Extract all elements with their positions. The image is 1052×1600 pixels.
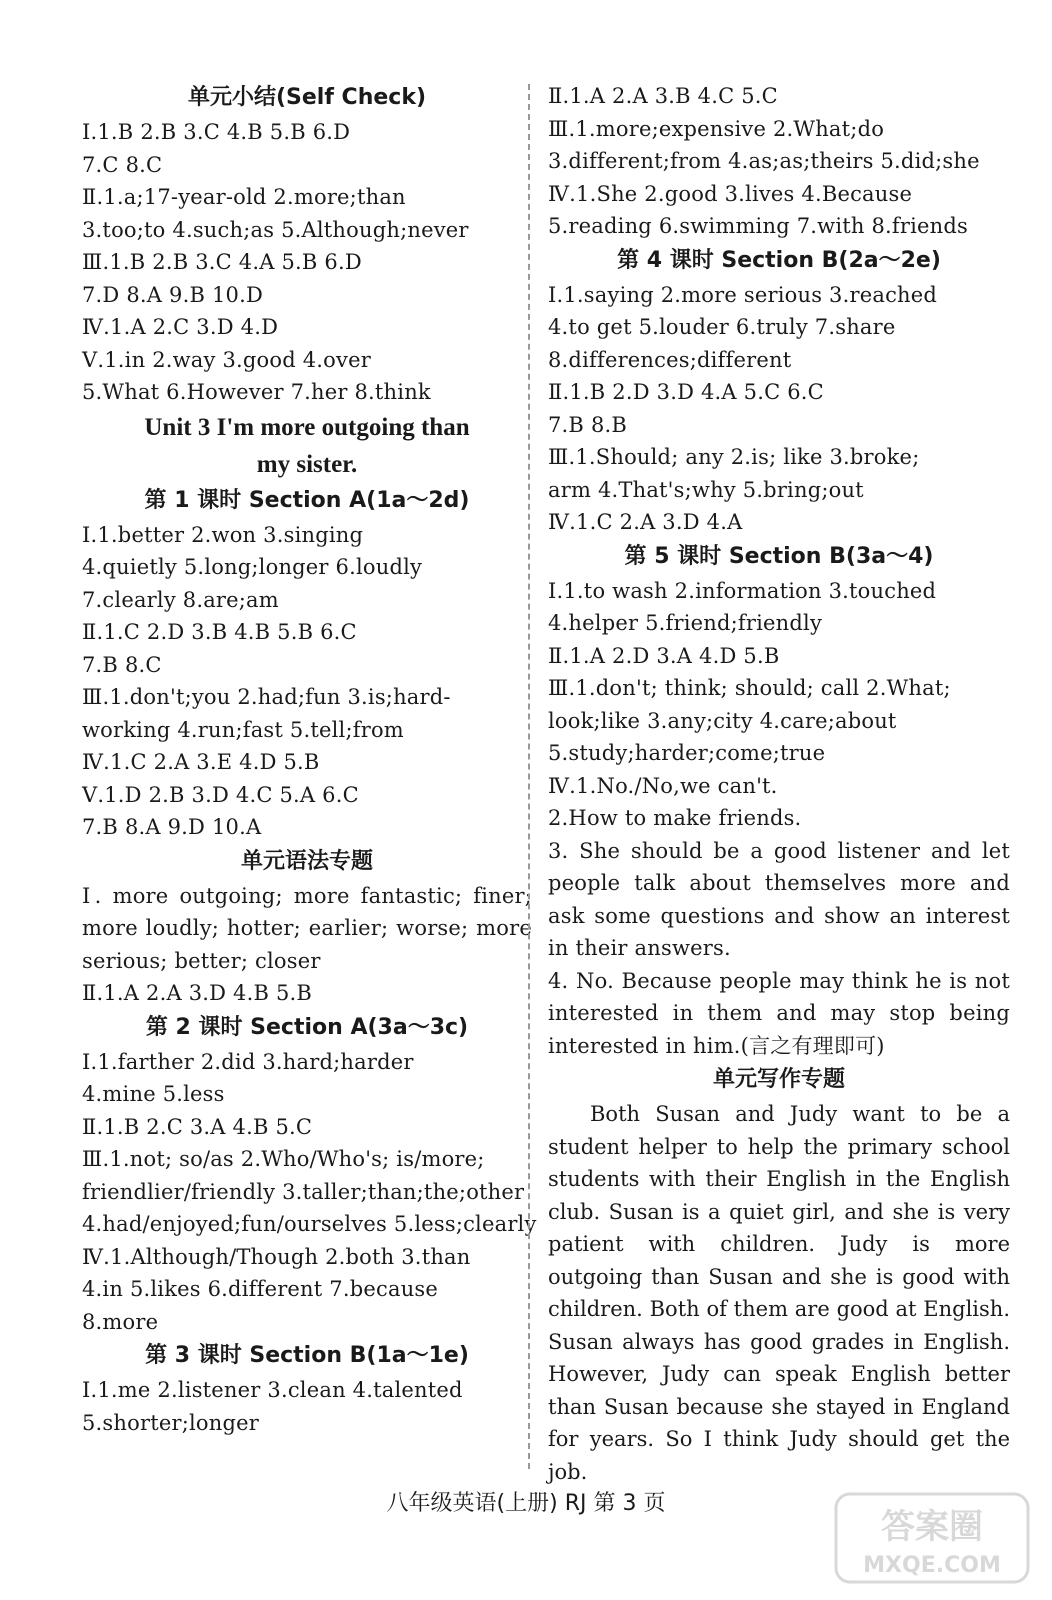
answer-line: Ⅱ.1.A 2.A 3.B 4.C 5.C <box>548 84 778 108</box>
grammar-heading: 单元语法专题 <box>240 848 373 874</box>
answer-line: 5.study;harder;come;true <box>548 741 826 765</box>
answer-line: 5.What 6.However 7.her 8.think <box>82 380 431 404</box>
lesson3-answers <box>82 1374 532 1439</box>
answer-line: 5.reading 6.swimming 7.with 8.friends <box>548 214 969 238</box>
answer-line: Ⅱ.1.B 2.D 3.D 4.A 5.C 6.C <box>548 380 824 404</box>
answer-line: Ⅲ.1.not; so/as 2.Who/Who's; is/more; <box>82 1147 485 1171</box>
answer-line: 7.B 8.C <box>82 652 162 677</box>
answer-line: Ⅰ.1.to wash 2.information 3.touched <box>548 578 937 603</box>
answer-line: Ⅴ.1.D 2.B 3.D 4.C 5.A 6.C <box>82 782 359 807</box>
answer-line: Ⅲ.1.Should; any 2.is; like 3.broke; <box>548 445 920 469</box>
answer-line: 8.more <box>82 1309 159 1334</box>
column-divider <box>528 84 530 1469</box>
lesson2-answers <box>82 1046 537 1339</box>
page-footer: 八年级英语(上册) RJ 第 3 页 <box>386 1491 666 1516</box>
lesson3-continued-answers <box>548 80 1010 243</box>
answer-paragraph: 4. No. Because people may think he is not interested in them and may stop being interested in him.(言之有理即可) <box>548 968 1010 1058</box>
answer-line: look;like 3.any;city 4.care;about <box>548 708 897 733</box>
answer-line: 7.C 8.C <box>82 152 163 177</box>
answer-line: Ⅱ.1.C 2.D 3.B 4.B 5.B 6.C <box>82 620 357 644</box>
answer-line: Ⅳ.1.She 2.good 3.lives 4.Because <box>548 181 913 206</box>
answer-paragraph: 3. She should be a good listener and let people talk about themselves more and ask some questions and show an interest in their answers. <box>548 838 1010 960</box>
answer-line: Ⅳ.1.C 2.A 3.E 4.D 5.B <box>82 750 320 774</box>
answer-line: Ⅳ.1.No./No,we can't. <box>548 773 778 798</box>
answer-line: 7.D 8.A 9.B 10.D <box>82 282 264 307</box>
writing-heading: 单元写作专题 <box>712 1067 845 1092</box>
answer-line: 4.in 5.likes 6.different 7.because <box>82 1277 439 1301</box>
answer-line: 5.shorter;longer <box>82 1410 259 1435</box>
lesson4-answers <box>548 279 1010 539</box>
unit-title-line2: my sister. <box>256 450 358 478</box>
lesson4-heading: 第 4 课时 Section B(2a～2e) <box>617 247 941 273</box>
answer-line: Ⅰ.1.B 2.B 3.C 4.B 5.B 6.D <box>82 120 351 144</box>
answer-line: friendlier/friendly 3.taller;than;the;other <box>82 1179 525 1204</box>
answer-line: arm 4.That's;why 5.bring;out <box>548 477 864 502</box>
unit-title-line1: Unit 3 I'm more outgoing than <box>144 413 470 441</box>
answer-line: 4.had/enjoyed;fun/ourselves 5.less;clearly <box>82 1212 537 1236</box>
grammar-paragraph: Ⅰ. more outgoing; more fantastic; finer; more loudly; hotter; earlier; worse; more serious; better; closer <box>82 883 532 973</box>
answer-line: 4.helper 5.friend;friendly <box>548 611 823 635</box>
svg-text:MXQE.COM: MXQE.COM <box>863 1553 1001 1578</box>
answer-line: 3.different;from 4.as;as;theirs 5.did;she <box>548 149 980 173</box>
lesson1-heading: 第 1 课时 Section A(1a～2d) <box>144 487 470 513</box>
answer-line: Ⅱ.1.a;17-year-old 2.more;than <box>82 185 406 209</box>
answer-line: Ⅰ.1.better 2.won 3.singing <box>82 522 364 547</box>
svg-text:答案圈: 答案圈 <box>881 1507 983 1547</box>
answer-line: 4.quietly 5.long;longer 6.loudly <box>82 555 423 579</box>
answer-line: working 4.run;fast 5.tell;from <box>82 717 404 742</box>
answer-line: Ⅱ.1.A 2.A 3.D 4.B 5.B <box>82 981 313 1005</box>
answer-line: 4.to get 5.louder 6.truly 7.share <box>548 315 896 339</box>
answer-line: Ⅰ.1.me 2.listener 3.clean 4.talented <box>82 1378 463 1402</box>
lesson1-answers <box>82 519 532 844</box>
answer-line: Ⅳ.1.C 2.A 3.D 4.A <box>548 510 743 534</box>
answer-line: 3.too;to 4.such;as 5.Although;never <box>82 217 469 242</box>
left-column <box>82 80 537 1439</box>
lesson3-heading: 第 3 课时 Section B(1a～1e) <box>145 1343 469 1368</box>
answer-line: Ⅲ.1.don't;you 2.had;fun 3.is;hard- <box>82 685 451 709</box>
answer-line: 2.How to make friends. <box>548 806 802 830</box>
self-check-answers <box>82 116 532 409</box>
answer-line: 7.clearly 8.are;am <box>82 587 279 612</box>
answer-line: Ⅲ.1.B 2.B 3.C 4.A 5.B 6.D <box>82 250 362 274</box>
answer-line: Ⅳ.1.A 2.C 3.D 4.D <box>82 315 279 339</box>
self-check-heading: 单元小结(Self Check) <box>187 85 427 110</box>
answer-line: Ⅴ.1.in 2.way 3.good 4.over <box>82 347 371 372</box>
lesson2-heading: 第 2 课时 Section A(3a～3c) <box>145 1014 469 1040</box>
lesson5-answers <box>548 575 1010 1063</box>
answer-line: Ⅱ.1.B 2.C 3.A 4.B 5.C <box>82 1114 313 1139</box>
answer-line: Ⅲ.1.more;expensive 2.What;do <box>548 116 885 141</box>
answer-line: Ⅱ.1.A 2.D 3.A 4.D 5.B <box>548 643 780 668</box>
lesson5-heading: 第 5 课时 Section B(3a～4) <box>624 543 934 569</box>
answer-line: 8.differences;different <box>548 347 792 372</box>
answer-line: 7.B 8.B <box>548 412 628 437</box>
answer-line: Ⅳ.1.Although/Though 2.both 3.than <box>82 1244 471 1269</box>
answer-line: 7.B 8.A 9.D 10.A <box>82 815 262 839</box>
answer-line: Ⅰ.1.saying 2.more serious 3.reached <box>548 282 938 307</box>
answer-line: 4.mine 5.less <box>82 1082 225 1106</box>
right-column <box>548 80 1010 1488</box>
answer-line: Ⅲ.1.don't; think; should; call 2.What; <box>548 676 951 700</box>
watermark-logo <box>832 1488 1032 1588</box>
writing-sample-paragraph: Both Susan and Judy want to be a student helper to help the primary school students with their English in the English club. Susan is a quiet girl, and she is very patient with children. Judy is more outgoing than Susan and she is good with children. Both of them are good at English. Susan always has good grades in English. However, Judy can speak English better than Susan because she stayed in England for years. So I think Judy should get the job. <box>548 1102 1010 1484</box>
answer-line: Ⅰ.1.farther 2.did 3.hard;harder <box>82 1049 414 1074</box>
